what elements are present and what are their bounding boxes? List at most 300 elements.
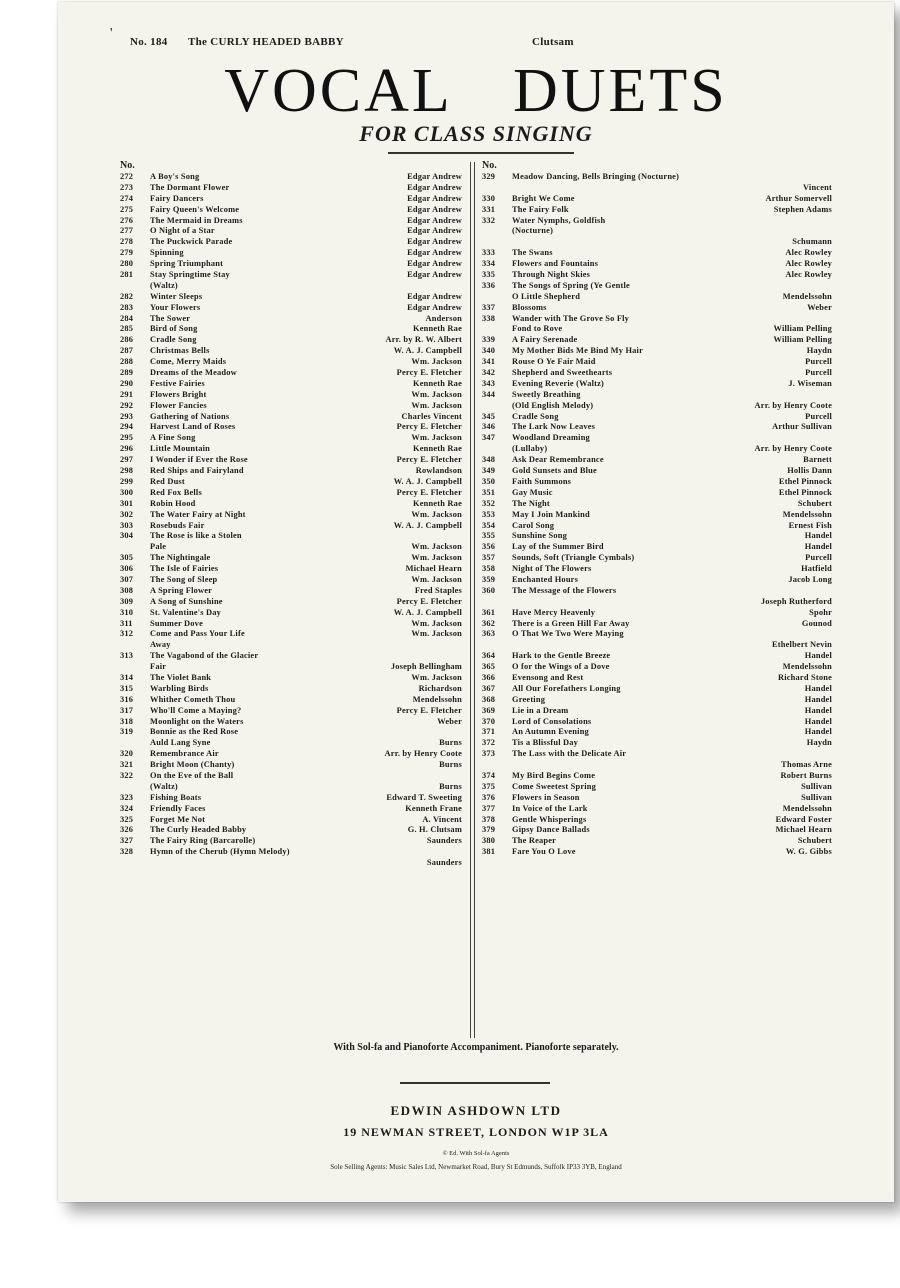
- song-title: Red Ships and Fairyland: [150, 466, 244, 476]
- song-number: 286: [120, 335, 134, 345]
- song-entry: [120, 292, 462, 303]
- song-title: Blossoms: [512, 302, 547, 312]
- song-list-left: [120, 160, 462, 869]
- song-title: Through Night Skies: [512, 270, 591, 280]
- song-number: 359: [482, 574, 496, 584]
- song-entry: [120, 216, 462, 227]
- song-entry: [482, 531, 832, 542]
- song-number: 323: [120, 792, 134, 802]
- song-composer: Arthur Somervell: [765, 193, 832, 203]
- song-composer: Edgar Andrew: [407, 237, 462, 247]
- song-entry: [120, 444, 462, 455]
- song-title: May I Join Mankind: [512, 509, 590, 519]
- song-number: 305: [120, 553, 134, 563]
- song-entry: [120, 564, 462, 575]
- song-entry: [120, 684, 462, 695]
- song-number: 316: [120, 694, 134, 704]
- song-number: 296: [120, 444, 134, 454]
- song-composer: Ethel Pinnock: [778, 487, 832, 497]
- song-title: Meadow Dancing, Bells Bringing (Nocturne): [512, 172, 680, 181]
- song-title: Gentle Whisperings: [512, 814, 587, 824]
- song-title: Harvest Land of Roses: [150, 422, 236, 432]
- song-title: Night of The Flowers: [512, 564, 592, 574]
- song-entry: [120, 499, 462, 510]
- song-entry: [482, 303, 832, 314]
- song-title: Come Sweetest Spring: [512, 781, 597, 791]
- song-composer: Haydn: [806, 346, 832, 356]
- song-entry: [120, 793, 462, 804]
- song-entry: [482, 248, 832, 259]
- song-entry: [482, 619, 832, 630]
- song-entry: [482, 727, 832, 738]
- footer-rule: [400, 1082, 550, 1084]
- song-number: 290: [120, 378, 134, 388]
- song-title: On the Eve of the Ball: [150, 770, 234, 780]
- song-entry: [482, 226, 832, 237]
- song-number: 375: [482, 781, 496, 791]
- song-title: Fond to Rove: [512, 324, 563, 334]
- song-composer: Edward T. Sweeting: [386, 792, 462, 802]
- song-entry: [120, 466, 462, 477]
- song-number: 297: [120, 455, 134, 465]
- song-title: Whither Cometh Thou: [150, 694, 236, 704]
- song-composer: Handel: [804, 694, 832, 704]
- sheet-music-cover: [58, 2, 894, 1202]
- song-entry: [120, 422, 462, 433]
- song-entry: [120, 619, 462, 630]
- song-title: Fair: [150, 662, 167, 672]
- song-entry: [482, 738, 832, 749]
- song-number: 334: [482, 259, 496, 269]
- song-title: Bird of Song: [150, 324, 198, 334]
- song-title: The Lass with the Delicate Air: [512, 749, 627, 759]
- song-composer: Ethelbert Nevin: [772, 640, 832, 650]
- song-entry: [120, 815, 462, 826]
- song-number: 350: [482, 476, 496, 486]
- song-entries-right: [482, 172, 832, 858]
- song-composer: Charles Vincent: [401, 411, 462, 421]
- song-entry: [120, 825, 462, 836]
- song-number: 372: [482, 738, 496, 748]
- song-composer: Handel: [804, 651, 832, 661]
- song-number: 326: [120, 825, 134, 835]
- song-title: (Waltz): [150, 781, 178, 791]
- song-composer: Burns: [439, 760, 462, 770]
- publisher-name: EDWIN ASHDOWN LTD: [390, 1103, 562, 1118]
- song-number: 337: [482, 302, 496, 312]
- song-title: Remembrance Air: [150, 749, 219, 759]
- song-number: 336: [482, 280, 496, 290]
- song-number: 340: [482, 346, 496, 356]
- song-number: 380: [482, 836, 496, 846]
- song-entry: [120, 172, 462, 183]
- song-composer: Schubert: [797, 836, 832, 846]
- song-composer: Michael Hearn: [405, 564, 462, 574]
- song-composer: Handel: [804, 716, 832, 726]
- song-composer: Percy E. Fletcher: [396, 455, 462, 465]
- song-composer: Joseph Rutherford: [760, 596, 832, 606]
- footnote: With Sol-fa and Pianoforte Accompaniment. Pianoforte separately.: [333, 1042, 619, 1053]
- song-title: The Isle of Fairies: [150, 564, 219, 574]
- song-entry: [482, 793, 832, 804]
- song-composer: Stephen Adams: [773, 204, 832, 214]
- song-composer: Richard Stone: [777, 672, 832, 682]
- song-composer: Percy E. Fletcher: [396, 705, 462, 715]
- song-title: Red Fox Bells: [150, 487, 202, 497]
- song-title: I Wonder if Ever the Rose: [150, 455, 248, 465]
- column-heading: No.: [120, 160, 135, 171]
- song-composer: Wm. Jackson: [411, 542, 462, 552]
- song-entry: [482, 346, 832, 357]
- song-composer: W. A. J. Campbell: [393, 346, 462, 356]
- song-composer: Mendelssohn: [782, 509, 832, 519]
- song-entry: [482, 499, 832, 510]
- song-entry: [482, 695, 832, 706]
- song-composer: Haydn: [806, 738, 832, 748]
- song-entry: [120, 858, 462, 869]
- song-number: 300: [120, 487, 134, 497]
- song-entry: [482, 216, 832, 227]
- song-entry: [120, 401, 462, 412]
- song-title: There is a Green Hill Far Away: [512, 618, 630, 628]
- song-entry: [482, 281, 832, 292]
- song-number: 364: [482, 651, 496, 661]
- song-entry: [482, 815, 832, 826]
- song-title: Lie in a Dream: [512, 705, 569, 715]
- song-entry: [482, 401, 832, 412]
- song-composer: W. A. J. Campbell: [393, 607, 462, 617]
- song-title: O for the Wings of a Dove: [512, 662, 610, 672]
- song-composer: Arr. by Henry Coote: [754, 400, 832, 410]
- song-number: 312: [120, 629, 134, 639]
- song-entry: [482, 270, 832, 281]
- song-number: 291: [120, 389, 134, 399]
- song-composer: Arr. by Henry Coote: [384, 749, 462, 759]
- song-entry: [120, 324, 462, 335]
- song-composer: Hollis Dann: [787, 466, 832, 476]
- song-entry: [482, 542, 832, 553]
- song-composer: Kenneth Rae: [413, 498, 462, 508]
- song-composer: Percy E. Fletcher: [396, 422, 462, 432]
- song-entry: [482, 390, 832, 401]
- song-entry: [120, 226, 462, 237]
- song-title: Bonnie as the Red Rose: [150, 727, 239, 737]
- song-entry: [482, 553, 832, 564]
- song-title: Shepherd and Sweethearts: [512, 368, 613, 378]
- song-title: Carol Song: [512, 520, 555, 530]
- song-number: 357: [482, 553, 496, 563]
- song-entry: [120, 727, 462, 738]
- song-number: 353: [482, 509, 496, 519]
- song-entry: [120, 836, 462, 847]
- song-number: 341: [482, 357, 496, 367]
- song-entry: [482, 597, 832, 608]
- song-title: Away: [150, 640, 171, 650]
- publisher-address: 19 NEWMAN STREET, LONDON W1P 3LA: [343, 1125, 609, 1139]
- song-number: 292: [120, 400, 134, 410]
- song-composer: Percy E. Fletcher: [396, 487, 462, 497]
- song-title: Rosebuds Fair: [150, 520, 205, 530]
- song-entry: [482, 433, 832, 444]
- song-entry: [120, 248, 462, 259]
- song-entry: [482, 564, 832, 575]
- song-number: 324: [120, 803, 134, 813]
- song-number: 276: [120, 215, 134, 225]
- song-entry: [482, 194, 832, 205]
- song-number: 378: [482, 814, 496, 824]
- song-entry: [482, 357, 832, 368]
- song-entry: [120, 651, 462, 662]
- song-title: A Fine Song: [150, 433, 196, 443]
- song-composer: Handel: [804, 531, 832, 541]
- song-number: 369: [482, 705, 496, 715]
- song-entry: [120, 771, 462, 782]
- song-title: Faith Summons: [512, 476, 572, 486]
- song-number: 346: [482, 422, 496, 432]
- song-number: 293: [120, 411, 134, 421]
- song-title: (Nocturne): [512, 226, 554, 236]
- song-entry: [120, 706, 462, 717]
- song-entry: [120, 477, 462, 488]
- song-title: Moonlight on the Waters: [150, 716, 244, 726]
- song-title: Tis a Blissful Day: [512, 738, 579, 748]
- song-composer: Edgar Andrew: [407, 172, 462, 181]
- song-title: Forget Me Not: [150, 814, 206, 824]
- song-composer: Edgar Andrew: [407, 302, 462, 312]
- song-entry: [120, 259, 462, 270]
- top-line: [130, 36, 810, 52]
- song-composer: Sullivan: [801, 781, 832, 791]
- song-title: The Rose is like a Stolen: [150, 531, 242, 541]
- song-entry: [482, 314, 832, 325]
- song-number: 304: [120, 531, 134, 541]
- song-number: 351: [482, 487, 496, 497]
- song-composer: Kenneth Rae: [413, 378, 462, 388]
- song-number: 311: [120, 618, 133, 628]
- song-title: The Swans: [512, 248, 553, 258]
- song-number: 309: [120, 596, 134, 606]
- song-number: 313: [120, 651, 134, 661]
- song-title: Evening Reverie (Waltz): [512, 378, 605, 388]
- song-number: 352: [482, 498, 496, 508]
- featured-song-composer: Clutsam: [532, 36, 574, 48]
- song-composer: Edward Foster: [775, 814, 832, 824]
- song-composer: Alec Rowley: [785, 270, 832, 280]
- song-entry: [120, 640, 462, 651]
- song-composer: Wm. Jackson: [411, 574, 462, 584]
- song-entry: [120, 281, 462, 292]
- song-entry: [482, 673, 832, 684]
- song-entry: [120, 717, 462, 728]
- song-composer: Wm. Jackson: [411, 433, 462, 443]
- song-number: 294: [120, 422, 134, 432]
- song-title: Ask Dear Remembrance: [512, 455, 604, 465]
- song-title: Flowers Bright: [150, 389, 207, 399]
- song-entry: [120, 412, 462, 423]
- song-title: Festive Fairies: [150, 378, 205, 388]
- song-composer: Weber: [807, 302, 832, 312]
- song-number: 306: [120, 564, 134, 574]
- song-title: Summer Dove: [150, 618, 203, 628]
- song-entry: [482, 379, 832, 390]
- song-title: The Message of the Flowers: [512, 585, 617, 595]
- song-entry: [120, 488, 462, 499]
- song-entry: [482, 586, 832, 597]
- song-title: In Voice of the Lark: [512, 803, 588, 813]
- song-composer: Handel: [804, 705, 832, 715]
- song-title: The Mermaid in Dreams: [150, 215, 243, 225]
- song-title: Stay Springtime Stay: [150, 270, 230, 280]
- song-title: The Song of Sleep: [150, 574, 218, 584]
- song-entry: [120, 335, 462, 346]
- song-entry: [482, 172, 832, 183]
- song-entry: [482, 782, 832, 793]
- song-entry: [120, 597, 462, 608]
- song-entry: [482, 368, 832, 379]
- song-title: Sounds, Soft (Triangle Cymbals): [512, 553, 635, 563]
- song-number: 303: [120, 520, 134, 530]
- song-number: 363: [482, 629, 496, 639]
- song-number: 345: [482, 411, 496, 421]
- song-composer: Mendelssohn: [782, 291, 832, 301]
- song-title: Hark to the Gentle Breeze: [512, 651, 611, 661]
- song-title: The Fairy Folk: [512, 204, 569, 214]
- song-composer: G. H. Clutsam: [407, 825, 462, 835]
- column-heading: No.: [482, 160, 497, 171]
- song-title: The Nightingale: [150, 553, 211, 563]
- song-title: St. Valentine's Day: [150, 607, 222, 617]
- song-composer: Hatfield: [801, 564, 832, 574]
- song-title: Evensong and Rest: [512, 672, 584, 682]
- song-title: Spinning: [150, 248, 184, 258]
- song-entry: [120, 183, 462, 194]
- song-number: 371: [482, 727, 496, 737]
- song-composer: A. Vincent: [422, 814, 462, 824]
- song-number: 370: [482, 716, 496, 726]
- song-composer: Vincent: [802, 182, 832, 192]
- song-number: 338: [482, 313, 496, 323]
- song-title: (Lullaby): [512, 444, 548, 454]
- song-title: O Night of a Star: [150, 226, 215, 236]
- song-title: Flowers and Fountains: [512, 259, 599, 269]
- song-entry: [482, 717, 832, 728]
- song-number: 354: [482, 520, 496, 530]
- song-number: 331: [482, 204, 496, 214]
- song-number: 310: [120, 607, 134, 617]
- song-number: 333: [482, 248, 496, 258]
- song-title: Who'll Come a Maying?: [150, 705, 242, 715]
- song-composer: Purcell: [805, 357, 832, 367]
- song-number: 355: [482, 531, 496, 541]
- song-entry: [482, 183, 832, 194]
- song-title: Red Dust: [150, 476, 185, 486]
- song-number: 318: [120, 716, 134, 726]
- song-entry: [482, 662, 832, 673]
- song-number: 367: [482, 683, 496, 693]
- song-title: Cradle Song: [150, 335, 197, 345]
- song-number: 281: [120, 270, 134, 280]
- song-entry: [120, 673, 462, 684]
- song-entry: [482, 608, 832, 619]
- song-title: Winter Sleeps: [150, 291, 203, 301]
- song-composer: Sullivan: [801, 792, 832, 802]
- song-title: Flowers in Season: [512, 792, 580, 802]
- song-number: 339: [482, 335, 496, 345]
- song-number: 275: [120, 204, 134, 214]
- song-title: My Mother Bids Me Bind My Hair: [512, 346, 643, 356]
- song-composer: Kenneth Rae: [413, 444, 462, 454]
- song-title: The Night: [512, 498, 550, 508]
- song-entry: [120, 782, 462, 793]
- song-title: Dreams of the Meadow: [150, 368, 237, 378]
- song-number: 377: [482, 803, 496, 813]
- song-entry: [482, 510, 832, 521]
- song-number: 329: [482, 172, 496, 181]
- song-number: 368: [482, 694, 496, 704]
- song-title: Your Flowers: [150, 302, 201, 312]
- song-entry: [120, 695, 462, 706]
- song-number: 379: [482, 825, 496, 835]
- song-title: Lord of Consolations: [512, 716, 592, 726]
- song-entry: [120, 553, 462, 564]
- song-composer: Edgar Andrew: [407, 204, 462, 214]
- song-entry: [482, 836, 832, 847]
- song-entry: [120, 357, 462, 368]
- song-entry: [482, 825, 832, 836]
- song-title: A Boy's Song: [150, 172, 200, 181]
- song-title: The Violet Bank: [150, 672, 212, 682]
- song-entry: [482, 847, 832, 858]
- song-number: 277: [120, 226, 134, 236]
- song-composer: Schubert: [797, 498, 832, 508]
- song-title: Hymn of the Cherub (Hymn Melody): [150, 847, 290, 857]
- song-title: Bright We Come: [512, 193, 575, 203]
- song-composer: Barnett: [803, 455, 832, 465]
- song-number: 366: [482, 672, 496, 682]
- song-composer: Fred Staples: [414, 585, 462, 595]
- song-entry: [482, 640, 832, 651]
- song-number: 301: [120, 498, 134, 508]
- song-entry: [120, 760, 462, 771]
- song-number: 320: [120, 749, 134, 759]
- song-title: A Song of Sunshine: [150, 596, 223, 606]
- song-composer: Handel: [804, 542, 832, 552]
- song-number: 365: [482, 662, 496, 672]
- song-composer: Mendelssohn: [412, 694, 462, 704]
- song-title: Robin Hood: [150, 498, 196, 508]
- song-number: 282: [120, 291, 134, 301]
- song-entry: [120, 270, 462, 281]
- song-number: 285: [120, 324, 134, 334]
- song-title: Water Nymphs, Goldfish: [512, 215, 606, 225]
- song-number: 332: [482, 215, 496, 225]
- song-number: 360: [482, 585, 496, 595]
- song-composer: Thomas Arne: [781, 760, 832, 770]
- publication-number: No. 184: [130, 36, 168, 48]
- song-composer: Weber: [437, 716, 462, 726]
- song-composer: Edgar Andrew: [407, 270, 462, 280]
- song-composer: Wm. Jackson: [411, 553, 462, 563]
- song-entry: [482, 466, 832, 477]
- song-entry: [120, 314, 462, 325]
- corner-mark: ': [110, 26, 113, 41]
- song-entry: [120, 194, 462, 205]
- song-number: 361: [482, 607, 496, 617]
- song-number: 295: [120, 433, 134, 443]
- song-entry: [482, 804, 832, 815]
- song-composer: Ethel Pinnock: [778, 476, 832, 486]
- song-title: (Waltz): [150, 280, 178, 290]
